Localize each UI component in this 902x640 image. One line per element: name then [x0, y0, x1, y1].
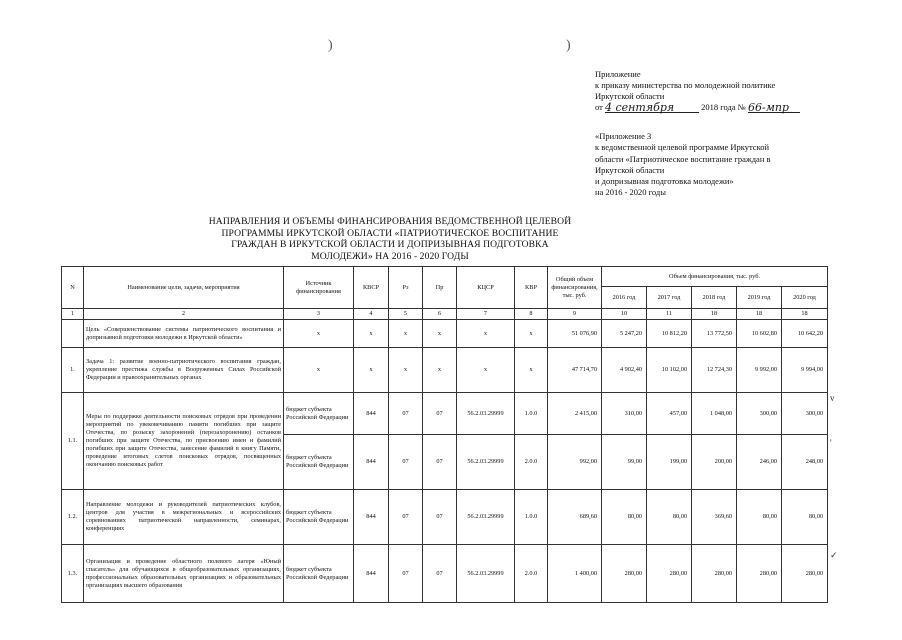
- row-n: 1.1.: [62, 393, 84, 490]
- order-appendix-header: [595, 69, 895, 113]
- header-kvr: КВР: [515, 267, 548, 309]
- row-name: Цель «Совершенствование системы патриотического воспитания и допризывной подготовки молодежи в Иркутской области»: [84, 320, 284, 348]
- row-pr: х: [423, 348, 457, 393]
- row-name: Меры по поддержке деятельности поисковых отрядов при проведении мероприятий по увековечиванию памяти погибших при защите Отечества, по розыску захоронений (перезахоронению) останков погибших при защите Отечества, по присвоению имен и фамилий погибших при защите Отечества, занесение фамилий в книгу Памяти, проведение итоговых слетов поисковых отрядов, посвященных окончанию поисковых работ: [84, 393, 284, 490]
- header-kcsr: КЦСР: [457, 267, 515, 309]
- row-2017: 457,00: [647, 393, 692, 435]
- row-2019: 10 602,80: [737, 320, 782, 348]
- row-source: бюджет субъекта Российской Федерации: [284, 490, 354, 545]
- column-number: 2: [84, 309, 284, 320]
- handwritten-date: 4 сентября: [604, 101, 675, 114]
- row-2017: 80,00: [647, 490, 692, 545]
- appendix-line: к приказу министерства по молодежной политике: [595, 80, 776, 90]
- row-rz: х: [389, 348, 423, 393]
- row-2020: 300,00: [782, 393, 828, 435]
- row-name: Направление молодежи и руководителей патриотических клубов, центров для участия в межрегиональных и всероссийских соревнованиях патриотической направленности, семинарах, конференциях: [84, 490, 284, 545]
- row-2020: 80,00: [782, 490, 828, 545]
- row-kvsr: 844: [354, 545, 389, 603]
- column-number: 3: [284, 309, 354, 320]
- row-rz: х: [389, 320, 423, 348]
- header-source: Источник финансирования: [284, 267, 354, 309]
- row-2016: 99,00: [602, 435, 647, 490]
- column-number: 8: [515, 309, 548, 320]
- appendix3-line: и допризывная подготовка молодежи»: [595, 176, 734, 187]
- row-pr: х: [423, 320, 457, 348]
- appendix3-line: к ведомственной целевой программе Иркутской: [595, 142, 770, 153]
- row-rz: 07: [389, 393, 423, 435]
- row-source: бюджет субъекта Российской Федерации: [284, 435, 354, 490]
- row-2019: 300,00: [737, 393, 782, 435]
- header-volume: Объем финансирования, тыс. руб.: [602, 267, 828, 287]
- row-kcsr: 56.2.03.29999: [457, 435, 515, 490]
- row-2020: 248,00: [782, 435, 828, 490]
- column-number-row: [62, 309, 828, 320]
- row-total: 2 415,00: [548, 393, 602, 435]
- program-appendix-header: [595, 131, 895, 199]
- appendix-line: Иркутской области: [595, 91, 665, 101]
- row-source: х: [284, 320, 354, 348]
- row-pr: 07: [423, 393, 457, 435]
- row-kvr: 1.0.0: [515, 393, 548, 435]
- table-row: [62, 490, 828, 545]
- document-title: [180, 216, 600, 262]
- row-kvr: х: [515, 348, 548, 393]
- row-source: бюджет субъекта Российской Федерации: [284, 545, 354, 603]
- header-2018: 2018 год: [692, 287, 737, 309]
- row-2017: 10 812,20: [647, 320, 692, 348]
- header-2017: 2017 год: [647, 287, 692, 309]
- row-kvsr: х: [354, 320, 389, 348]
- header-2020: 2020 год: [782, 287, 828, 309]
- scan-mark: ): [566, 38, 571, 53]
- column-number: 1: [62, 309, 84, 320]
- scan-mark: ): [328, 38, 333, 53]
- row-total: 1 400,00: [548, 545, 602, 603]
- row-2018: 1 048,00: [692, 393, 737, 435]
- row-2020: 9 994,00: [782, 348, 828, 393]
- header-n: N: [62, 267, 84, 309]
- header-total: Общий объем финансирования, тыс. руб.: [548, 267, 602, 309]
- row-2018: 13 772,50: [692, 320, 737, 348]
- header-name: Наименование цели, задачи, мероприятия: [84, 267, 284, 309]
- row-kvr: 1.0.0: [515, 490, 548, 545]
- row-2018: 200,00: [692, 435, 737, 490]
- row-kcsr: 56.2.03.29999: [457, 490, 515, 545]
- appendix-line: Приложение: [595, 69, 641, 79]
- row-name: Задача 1: развитие военно-патриотического воспитания граждан, укрепление престижа службы в Вооруженных Силах Российской Федерации и правоохранительных органах: [84, 348, 284, 393]
- title-line: НАПРАВЛЕНИЯ И ОБЪЕМЫ ФИНАНСИРОВАНИЯ ВЕДОМСТВЕННОЙ ЦЕЛЕВОЙ: [208, 216, 572, 227]
- appendix3-line: Иркутской области: [595, 164, 665, 175]
- financing-table: [61, 266, 828, 603]
- row-source: х: [284, 348, 354, 393]
- header-rz: Рз: [389, 267, 423, 309]
- row-n: [62, 320, 84, 348]
- column-number: 18: [692, 309, 737, 320]
- order-middle: 2018 года №: [701, 102, 746, 112]
- row-kcsr: 56.2.03.29999: [457, 545, 515, 603]
- row-source: бюджет субъекта Российской Федерации: [284, 393, 354, 435]
- column-number: 7: [457, 309, 515, 320]
- row-2016: 280,00: [602, 545, 647, 603]
- row-2018: 12 724,30: [692, 348, 737, 393]
- column-number: 11: [647, 309, 692, 320]
- margin-check-mark: ': [830, 438, 832, 448]
- row-n: 1.: [62, 348, 84, 393]
- title-line: ПРОГРАММЫ ИРКУТСКОЙ ОБЛАСТИ «ПАТРИОТИЧЕСКОЕ ВОСПИТАНИЕ: [221, 227, 559, 239]
- appendix3-line: области «Патриотическое воспитание граждан в: [595, 153, 771, 164]
- handwritten-number: 66-мпр: [747, 101, 789, 114]
- row-total: 992,00: [548, 435, 602, 490]
- column-number: 4: [354, 309, 389, 320]
- header-2019: 2019 год: [737, 287, 782, 309]
- row-2019: 280,00: [737, 545, 782, 603]
- column-number: 18: [737, 309, 782, 320]
- table-row: [62, 545, 828, 603]
- table-row: [62, 320, 828, 348]
- appendix3-line: на 2016 - 2020 годы: [595, 187, 666, 198]
- row-name: Организация и проведение областного полевого лагеря «Юный спасатель» для обучающихся в общеобразовательных организациях, профессиональных образовательных организациях и образовательных организациях высшего образования: [84, 545, 284, 603]
- row-2019: 9 992,00: [737, 348, 782, 393]
- row-n: 1.3.: [62, 545, 84, 603]
- row-2017: 10 102,00: [647, 348, 692, 393]
- column-number: 6: [423, 309, 457, 320]
- column-number: 5: [389, 309, 423, 320]
- row-2016: 4 902,40: [602, 348, 647, 393]
- header-pr: Пр: [423, 267, 457, 309]
- row-rz: 07: [389, 545, 423, 603]
- order-prefix: от: [595, 102, 603, 112]
- table-row: [62, 393, 828, 435]
- row-total: 689,60: [548, 490, 602, 545]
- column-number: 18: [782, 309, 828, 320]
- row-2016: 310,00: [602, 393, 647, 435]
- row-kcsr: х: [457, 348, 515, 393]
- row-2017: 199,00: [647, 435, 692, 490]
- row-total: 51 076,90: [548, 320, 602, 348]
- row-pr: 07: [423, 490, 457, 545]
- row-kvsr: 844: [354, 393, 389, 435]
- row-total: 47 714,70: [548, 348, 602, 393]
- row-kvr: 2.0.0: [515, 545, 548, 603]
- row-2016: 80,00: [602, 490, 647, 545]
- row-kvsr: 844: [354, 490, 389, 545]
- appendix3-line: «Приложение 3: [595, 131, 652, 141]
- row-2020: 10 642,20: [782, 320, 828, 348]
- margin-check-mark: ✓: [830, 550, 838, 560]
- order-date-line: [595, 102, 895, 113]
- row-rz: 07: [389, 490, 423, 545]
- row-2018: 280,00: [692, 545, 737, 603]
- row-pr: 07: [423, 545, 457, 603]
- row-n: 1.2.: [62, 490, 84, 545]
- row-2020: 280,00: [782, 545, 828, 603]
- row-2018: 369,60: [692, 490, 737, 545]
- row-2019: 246,00: [737, 435, 782, 490]
- row-2017: 280,00: [647, 545, 692, 603]
- row-kvr: 2.0.0: [515, 435, 548, 490]
- column-number: 10: [602, 309, 647, 320]
- header-2016: 2016 год: [602, 287, 647, 309]
- row-kvsr: 844: [354, 435, 389, 490]
- row-pr: 07: [423, 435, 457, 490]
- title-line: ГРАЖДАН В ИРКУТСКОЙ ОБЛАСТИ И ДОПРИЗЫВНАЯ ПОДГОТОВКА: [231, 239, 549, 251]
- row-kcsr: х: [457, 320, 515, 348]
- row-2019: 80,00: [737, 490, 782, 545]
- row-kvr: х: [515, 320, 548, 348]
- header-kvsr: КВСР: [354, 267, 389, 309]
- row-kvsr: х: [354, 348, 389, 393]
- title-line: МОЛОДЕЖИ» НА 2016 - 2020 ГОДЫ: [311, 250, 469, 262]
- table-row: [62, 348, 828, 393]
- row-rz: 07: [389, 435, 423, 490]
- column-number: 9: [548, 309, 602, 320]
- row-2016: 5 247,20: [602, 320, 647, 348]
- margin-check-mark: v: [830, 393, 835, 403]
- row-kcsr: 56.2.03.29999: [457, 393, 515, 435]
